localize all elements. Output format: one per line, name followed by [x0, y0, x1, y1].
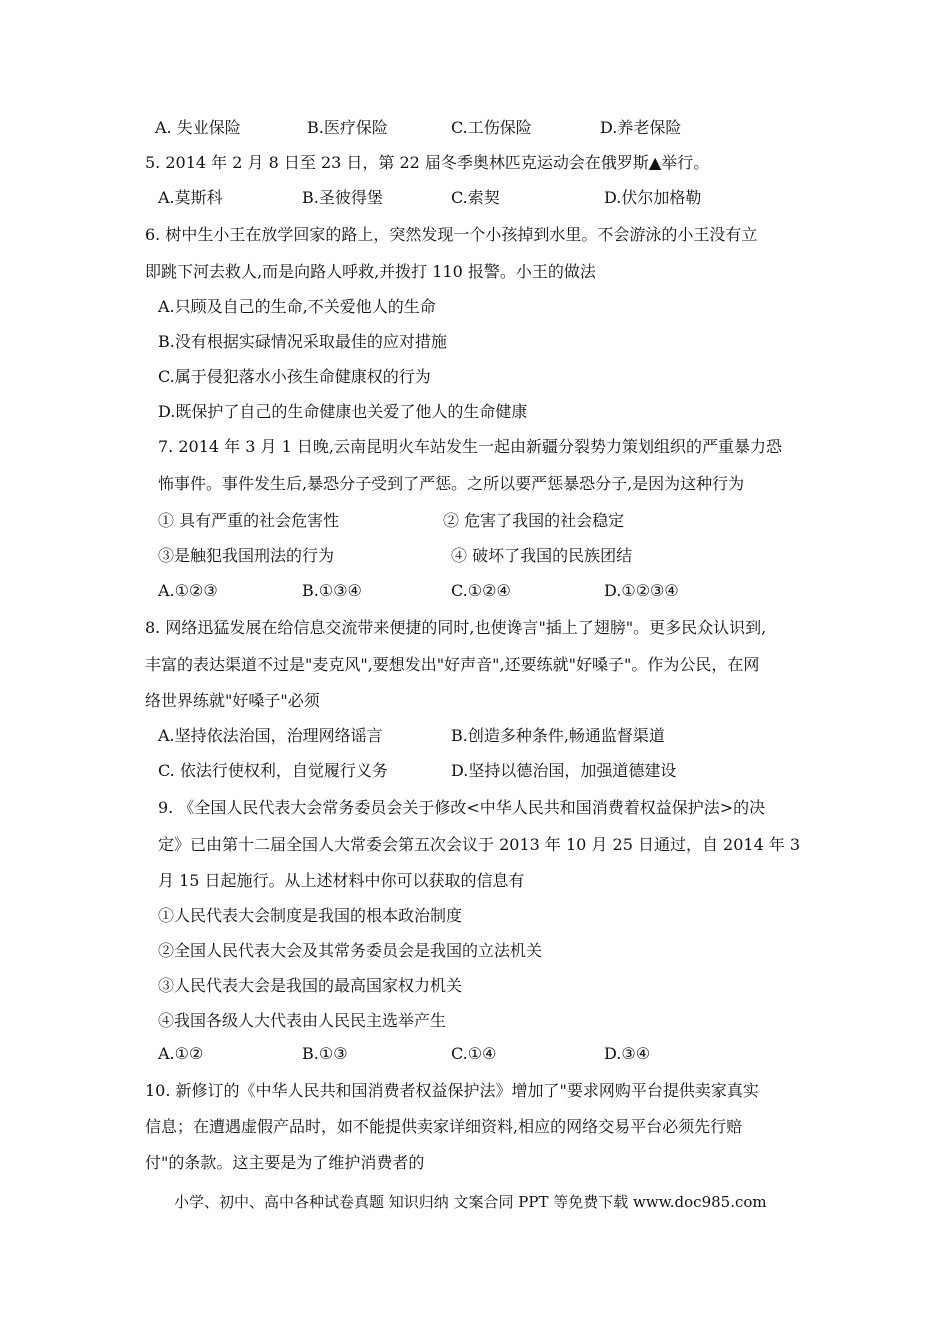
q9-stem-line-3: 月 15 日起施行。从上述材料中你可以获取的信息有 [158, 871, 525, 890]
q5-option-b: B.圣彼得堡 [302, 188, 383, 207]
q8-stem-line-1: 8. 网络迅猛发展在给信息交流带来便捷的同时,也使谗言"插上了翅膀"。更多民众认识到, [145, 618, 767, 637]
q4-option-a: A. 失业保险 [155, 118, 241, 137]
q9-option-a: A.①② [158, 1044, 204, 1063]
q9-stem-line-2: 定》已由第十二届全国人大常委会第五次会议于 2013 年 10 月 25 日通过，自 2014 年 3 [158, 835, 801, 854]
q7-option-c: C.①②④ [451, 581, 511, 600]
q9-item-2: ②全国人民代表大会及其常务委员会是我国的立法机关 [158, 941, 543, 960]
q9-option-c: C.①④ [451, 1044, 497, 1063]
q9-stem-line-1: 9. 《全国人民代表大会常务委员会关于修改<中华人民共和国消费着权益保护法>的决 [158, 798, 766, 817]
q9-option-d: D.③④ [604, 1044, 651, 1063]
q5-option-a: A.莫斯科 [158, 188, 223, 207]
q5-stem-after: 举行。 [661, 153, 710, 172]
q7-item-2: ② 危害了我国的社会稳定 [443, 511, 625, 530]
q5-option-c: C.索契 [451, 188, 500, 207]
q5-stem-before: 5. 2014 年 2 月 8 日至 23 日，第 22 届冬季奥林匹克运动会在俄罗斯 [145, 153, 649, 172]
q7-item-3: ③是触犯我国刑法的行为 [158, 546, 335, 565]
q9-item-3: ③人民代表大会是我国的最高国家权力机关 [158, 976, 463, 995]
q6-option-a: A.只顾及自己的生命,不关爱他人的生命 [158, 297, 436, 316]
q8-option-d: D.坚持以德治国，加强道德建设 [451, 761, 677, 780]
q8-stem-line-3: 络世界练就"好嗓子"必须 [145, 691, 320, 710]
q8-option-a: A.坚持依法治国，治理网络谣言 [158, 726, 383, 745]
q5-option-d: D.伏尔加格勒 [604, 188, 702, 207]
q9-option-b: B.①③ [302, 1044, 348, 1063]
q5-blank: ▲ [648, 153, 662, 172]
q10-stem-line-3: 付"的条款。这主要是为了维护消费者的 [145, 1153, 425, 1172]
q7-stem-line-2: 怖事件。事件发生后,暴恐分子受到了严惩。之所以要严惩暴恐分子,是因为这种行为 [158, 474, 745, 493]
q7-option-b: B.①③④ [302, 581, 362, 600]
q7-stem-line-1: 7. 2014 年 3 月 1 日晚,云南昆明火车站发生一起由新疆分裂势力策划组织的严重暴力恐 [158, 437, 782, 456]
q6-stem-line-1: 6. 树中生小王在放学回家的路上，突然发现一个小孩掉到水里。不会游泳的小王没有立 [145, 225, 758, 244]
q6-option-d: D.既保护了自己的生命健康也关爱了他人的生命健康 [158, 402, 528, 421]
q7-item-4: ④ 破坏了我国的民族团结 [451, 546, 633, 565]
q6-option-c: C.属于侵犯落水小孩生命健康权的行为 [158, 367, 431, 386]
q6-stem-line-2: 即跳下河去救人,而是向路人呼救,并拨打 110 报警。小王的做法 [145, 262, 596, 281]
q8-stem-line-2: 丰富的表达渠道不过是"麦克风",要想发出"好声音",还要练就"好嗓子"。作为公民，在网 [145, 655, 760, 674]
q6-option-b: B.没有根据实碌情况采取最佳的应对措施 [158, 332, 447, 351]
q7-item-1: ① 具有严重的社会危害性 [158, 511, 340, 530]
q8-option-c: C. 依法行使权利，自觉履行义务 [158, 761, 388, 780]
q9-item-1: ①人民代表大会制度是我国的根本政治制度 [158, 906, 463, 925]
q10-stem-line-2: 信息；在遭遇虚假产品时，如不能提供卖家详细资料,相应的网络交易平台必须先行赔 [145, 1117, 743, 1136]
q7-option-d: D.①②③④ [604, 581, 679, 600]
q9-item-4: ④我国各级人大代表由人民民主选举产生 [158, 1011, 447, 1030]
q4-option-c: C.工伤保险 [451, 118, 532, 137]
page-footer: 小学、初中、高中各种试卷真题 知识归纳 文案合同 PPT 等免费下载 www.doc985.com [174, 1193, 767, 1211]
q10-stem-line-1: 10. 新修订的《中华人民共和国消费者权益保护法》增加了"要求网购平台提供卖家真实 [145, 1081, 759, 1100]
q7-option-a: A.①②③ [158, 581, 218, 600]
q5-stem [145, 152, 709, 174]
q4-option-d: D.养老保险 [600, 118, 682, 137]
q4-option-b: B.医疗保险 [307, 118, 388, 137]
q8-option-b: B.创造多种条件,畅通监督渠道 [451, 726, 665, 745]
